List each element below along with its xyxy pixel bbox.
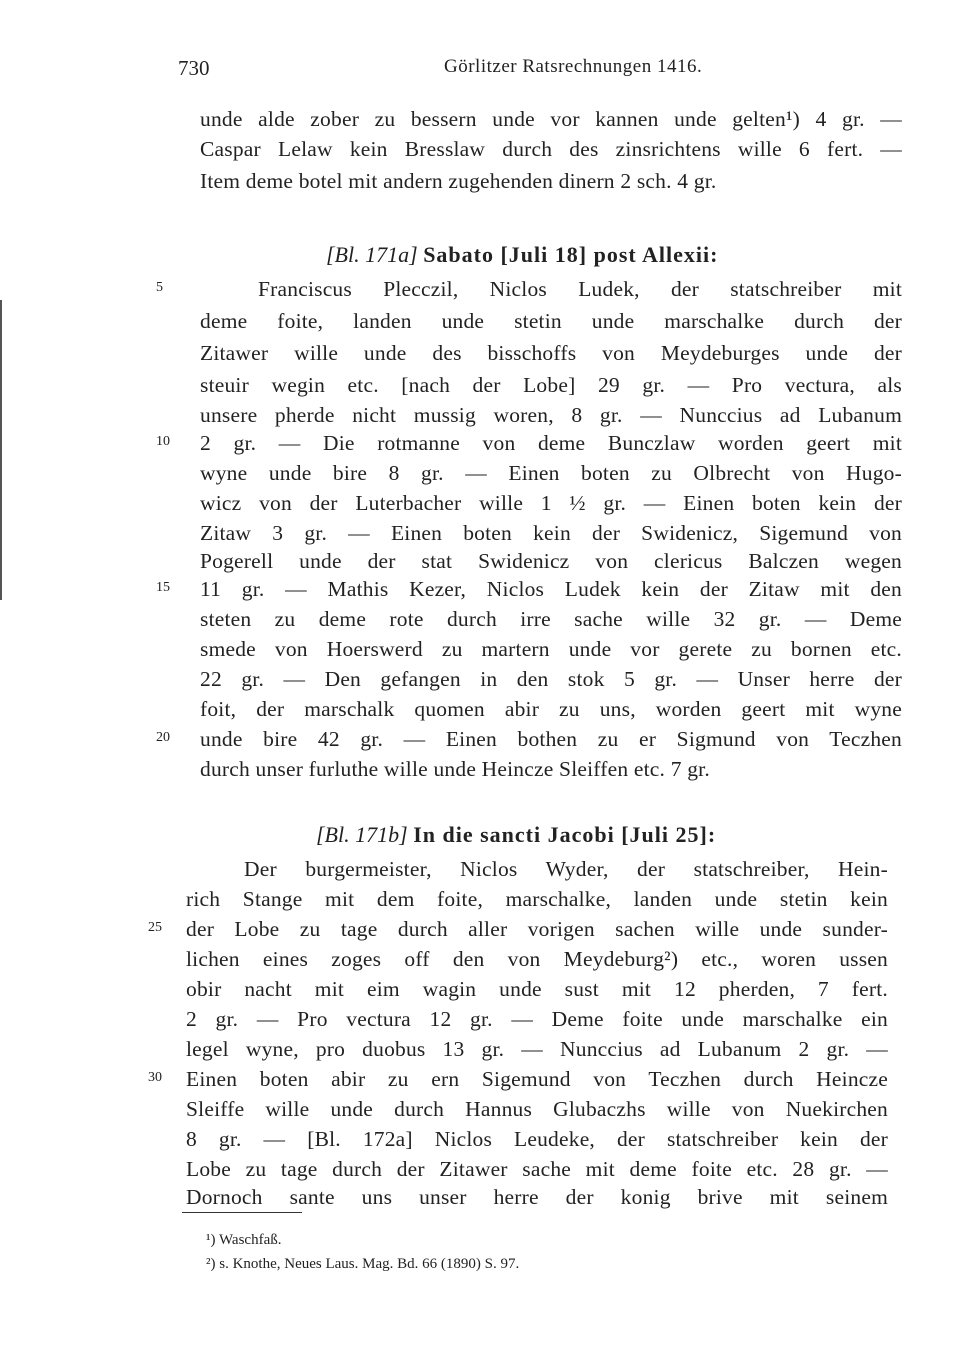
text-line: 2 gr. — Die rotmanne von deme Bunczlaw worden geert mit <box>200 431 902 455</box>
text-line: Pogerell unde der stat Swidenicz von clericus Balczen wegen <box>200 549 902 573</box>
text-line: lichen eines zoges off den von Meydeburg²) etc., woren ussen <box>186 947 888 971</box>
text-line: unde bire 42 gr. — Einen bothen zu er Sigmund von Teczhen <box>200 727 902 751</box>
text-line: Zitawer wille unde des bisschoffs von Meydeburges unde der <box>200 341 902 365</box>
line-number: 20 <box>156 730 170 745</box>
text-line: smede von Hoerswerd zu martern unde vor gerete zu bornen etc. <box>200 637 902 661</box>
section-heading <box>326 242 718 268</box>
line-number: 5 <box>156 280 163 295</box>
folio-reference: [Bl. 171b] <box>316 822 408 847</box>
footnote: ²) s. Knothe, Neues Laus. Mag. Bd. 66 (1890) S. 97. <box>206 1256 520 1272</box>
section-title: Sabato [Juli 18] post Allexii: <box>423 242 719 267</box>
text-line: der Lobe zu tage durch aller vorigen sachen wille unde sunder- <box>186 917 888 941</box>
line-number: 30 <box>148 1070 162 1085</box>
footnote: ¹) Waschfaß. <box>206 1232 282 1248</box>
text-line: Dornoch sante uns unser herre der konig brive mit seinem <box>186 1185 888 1209</box>
running-title: Görlitzer Ratsrechnungen 1416. <box>444 56 703 77</box>
text-line: Item deme botel mit andern zugehenden dinern 2 sch. 4 gr. <box>200 169 717 193</box>
text-line: 22 gr. — Den gefangen in den stok 5 gr. — Unser herre der <box>200 667 902 691</box>
text-line: Sleiffe wille unde durch Hannus Glubaczhs wille von Nuekirchen <box>186 1097 888 1121</box>
text-line: unsere pherde nicht mussig woren, 8 gr. — Nunccius ad Lubanum <box>200 403 902 427</box>
page-number: 730 <box>178 56 210 80</box>
footnote-rule <box>182 1212 302 1213</box>
text-line: steuir wegin etc. [nach der Lobe] 29 gr. — Pro vectura, als <box>200 373 902 397</box>
text-line: durch unser furluthe wille unde Heincze Sleiffen etc. 7 gr. <box>200 757 710 781</box>
text-line: wyne unde bire 8 gr. — Einen boten zu Olbrecht von Hugo- <box>200 461 902 485</box>
section-heading <box>316 822 716 848</box>
text-line: Caspar Lelaw kein Bresslaw durch des zinsrichtens wille 6 fert. — <box>200 137 902 161</box>
text-line: legel wyne, pro duobus 13 gr. — Nunccius ad Lubanum 2 gr. — <box>186 1037 888 1061</box>
scan-edge <box>0 300 2 600</box>
folio-reference: [Bl. 171a] <box>326 242 418 267</box>
text-line: 11 gr. — Mathis Kezer, Niclos Ludek kein der Zitaw mit den <box>200 577 902 601</box>
text-line: Der burgermeister, Niclos Wyder, der statschreiber, Hein- <box>244 857 888 881</box>
text-line: rich Stange mit dem foite, marschalke, landen unde stetin kein <box>186 887 888 911</box>
text-line: 8 gr. — [Bl. 172a] Niclos Leudeke, der statschreiber kein der <box>186 1127 888 1151</box>
text-line: obir nacht mit eim wagin unde sust mit 12 pherden, 7 fert. <box>186 977 888 1001</box>
text-line: foit, der marschalk quomen abir zu uns, worden geert mit wyne <box>200 697 902 721</box>
text-line: Lobe zu tage durch der Zitawer sache mit deme foite etc. 28 gr. — <box>186 1157 888 1181</box>
line-number: 10 <box>156 434 170 449</box>
text-line: Einen boten abir zu ern Sigemund von Teczhen durch Heincze <box>186 1067 888 1091</box>
line-number: 15 <box>156 580 170 595</box>
text-line: deme foite, landen unde stetin unde marschalke durch der <box>200 309 902 333</box>
text-line: Zitaw 3 gr. — Einen boten kein der Swidenicz, Sigemund von <box>200 521 902 545</box>
text-line: unde alde zober zu bessern unde vor kannen unde gelten¹) 4 gr. — <box>200 107 902 131</box>
section-title: In die sancti Jacobi [Juli 25]: <box>413 822 717 847</box>
text-line: steten zu deme rote durch irre sache wille 32 gr. — Deme <box>200 607 902 631</box>
text-line: Franciscus Plecczil, Niclos Ludek, der statschreiber mit <box>258 277 902 301</box>
text-line: 2 gr. — Pro vectura 12 gr. — Deme foite unde marschalke ein <box>186 1007 888 1031</box>
line-number: 25 <box>148 920 162 935</box>
text-line: wicz von der Luterbacher wille 1 ½ gr. — Einen boten kein der <box>200 491 902 515</box>
